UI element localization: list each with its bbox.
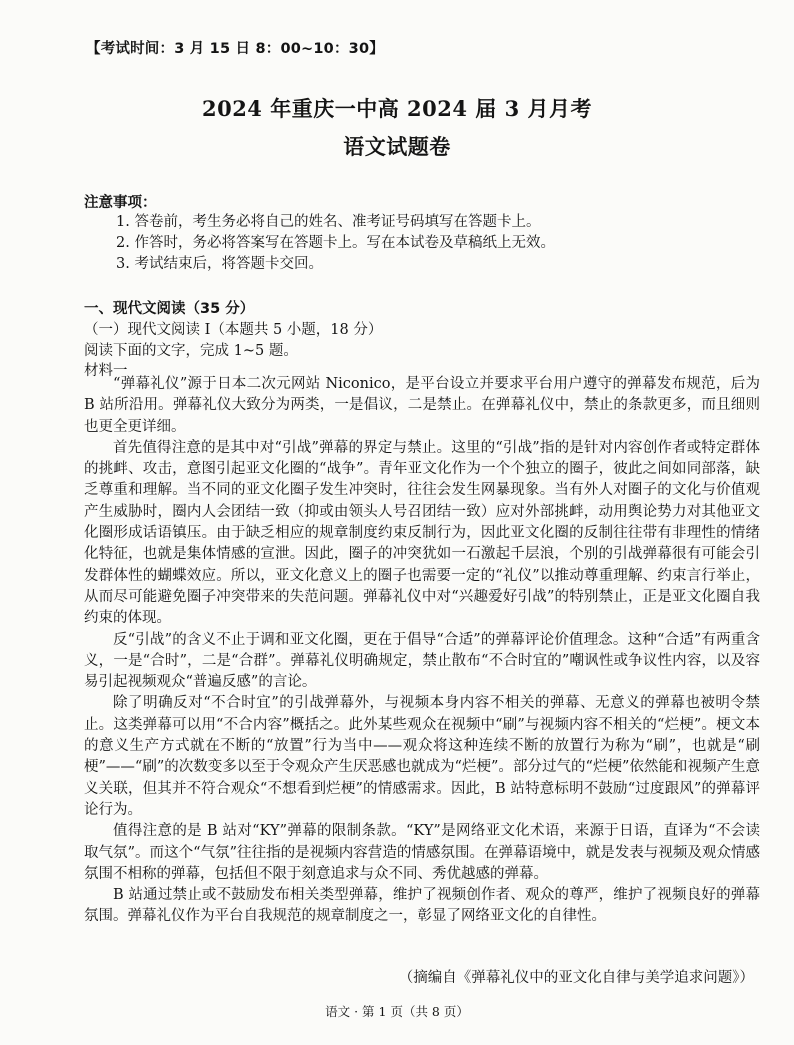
section-subheading: （一）现代文阅读 I（本题共 5 小题，18 分） [84,322,383,338]
passage-paragraph: 反“引战”的含义不止于调和亚文化圈，更在于倡导“合适”的弹幕评论价值理念。这种“合适”有两重含义，一是“合时”，二是“合群”。弹幕礼仪明确规定，禁止散布“不合时宜的”嘲讽性或争议性内容，以及容易引起视频观众“普遍反感”的言论。 [84,631,760,691]
section-heading: 一、现代文阅读（35 分） [84,301,255,317]
notice-item: 2. 作答时，务必将答案写在答题卡上。写在本试卷及草稿纸上无效。 [116,235,555,251]
passage-paragraph: 值得注意的是 B 站对“KY”弹幕的限制条款。“KY”是网络亚文化术语，来源于日语，直译为“不会读取气氛”。而这个“气氛”往往指的是视频内容营造的情感氛围。在弹幕语境中，就是发表与视频及观众情感氛围不相称的弹幕，包括但不限于刻意追求与众不同、秀优越感的弹幕。 [84,823,760,882]
notice-item: 3. 考试结束后，将答题卡交回。 [116,256,323,272]
notice-heading: 注意事项： [84,195,157,211]
passage-paragraph: B 站通过禁止或不鼓励发布相关类型弹幕，维护了视频创作者、观众的尊严，维护了视频良好的弹幕氛围。弹幕礼仪作为平台自我规范的规章制度之一，彰显了网络亚文化的自律性。 [84,887,760,925]
passage-source: （摘编自《弹幕礼仪中的亚文化自律与美学追求问题》） [398,970,754,986]
notice-item: 1. 答卷前，考生务必将自己的姓名、准考证号码填写在答题卡上。 [116,214,541,230]
section-instruction: 阅读下面的文字，完成 1~5 题。 [84,343,298,359]
exam-subtitle: 语文试题卷 [343,134,451,159]
material-label: 材料一 [84,363,128,379]
passage [84,374,760,928]
passage-paragraph: 除了明确反对“不合时宜”的引战弹幕外，与视频本身内容不相关的弹幕、无意义的弹幕也被明令禁止。这类弹幕可以用“不合内容”概括之。此外某些观众在视频中“刷”与视频内容不相关的“烂梗”。梗文本的意义生产方式就在不断的“放置”行为当中——观众将这种连续不断的放置行为称为“刷”，也就是“刷梗”——“刷”的次数变多以至于令观众产生厌恶感也就成为“烂梗”。部分过气的“烂梗”依然能和视频产生意义关联，但其并不符合观众“不想看到烂梗”的情感需求。因此，B 站特意标明不鼓励“过度跟风”的弹幕评论行为。 [84,695,760,818]
exam-time: 【考试时间：3 月 15 日 8：00~10：30】 [86,41,384,57]
notice-list [116,212,756,275]
page-footer: 语文 · 第 1 页（共 8 页） [325,1004,469,1019]
passage-paragraph: “弹幕礼仪”源于日本二次元网站 Niconico，是平台设立并要求平台用户遵守的弹幕发布规范，后为 B 站所沿用。弹幕礼仪大致分为两类，一是倡议，二是禁止。在弹幕礼仪中，禁止的条款更多，而且细则也更全更详细。 [84,376,760,435]
exam-title: 2024 年重庆一中高 2024 届 3 月月考 [201,96,593,121]
passage-paragraph: 首先值得注意的是其中对“引战”弹幕的界定与禁止。这里的“引战”指的是针对内容创作者或特定群体的挑衅、攻击，意图引起亚文化圈的“战争”。青年亚文化作为一个个独立的圈子，彼此之间如同部落，缺乏尊重和理解。当不同的亚文化圈子发生冲突时，往往会发生网暴现象。当有外人对圈子的文化与价值观产生威胁时，圈内人会团结一致（抑或由领头人号召团结一致）应对外部挑衅，动用舆论势力对其他亚文化圈形成话语镇压。由于缺乏相应的规章制度约束反制行为，因此亚文化圈的反制往往带有非理性的情绪化特征，也就是集体情感的宣泄。因此，圈子的冲突犹如一石激起千层浪，个别的引战弹幕很有可能会引发群体性的蝴蝶效应。所以，亚文化意义上的圈子也需要一定的“礼仪”以推动尊重理解、约束言行举止，从而尽可能避免圈子冲突带来的失范问题。弹幕礼仪中对“兴趣爱好引战”的特别禁止，正是亚文化圈自我约束的体现。 [84,439,760,627]
